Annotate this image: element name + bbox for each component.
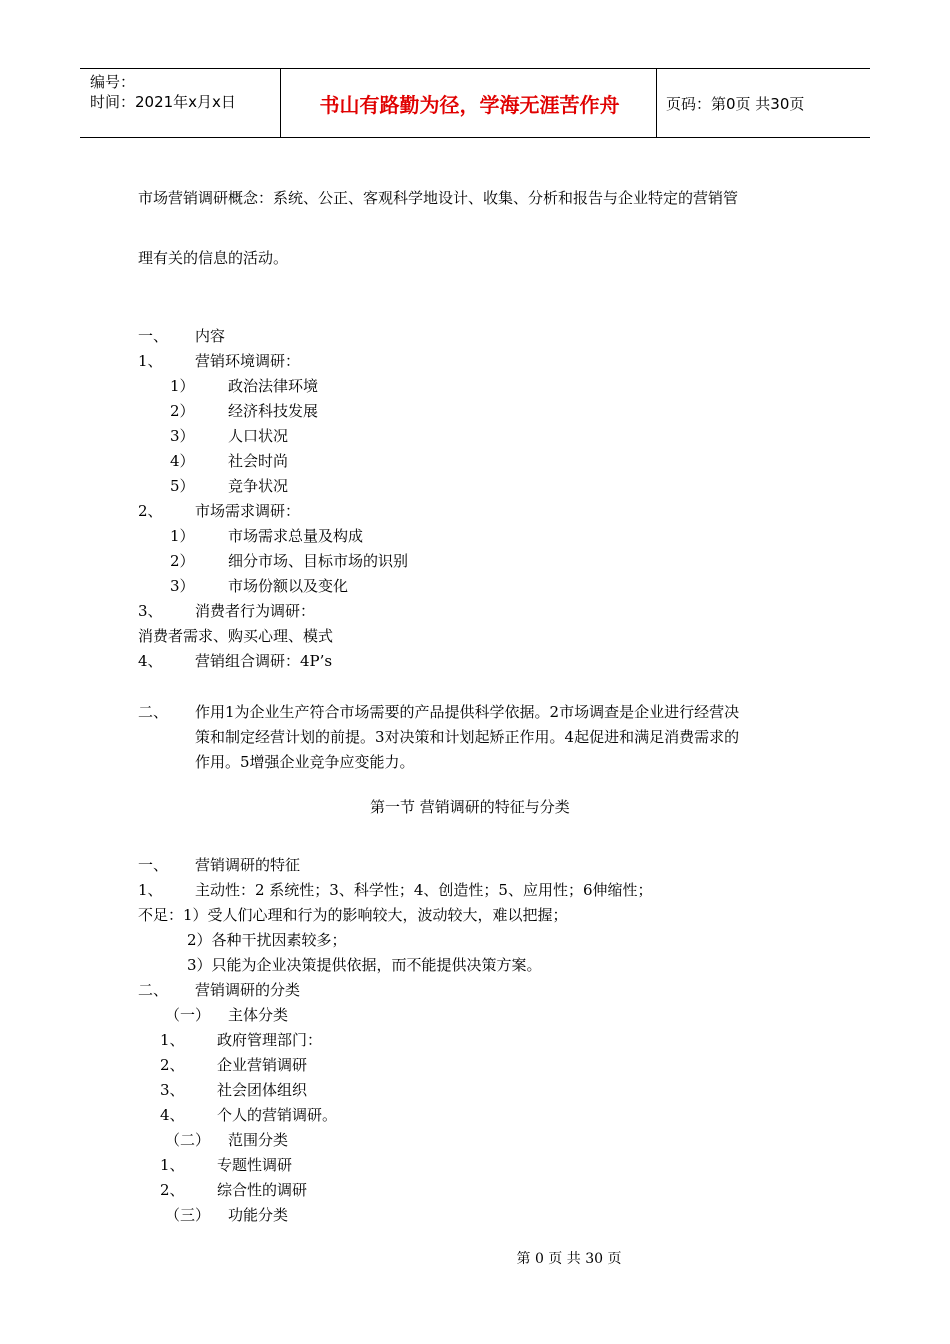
list-item-number: 4、 [138,652,163,670]
sub-item: 经济科技发展 [228,402,319,420]
definition-line: 理有关的信息的活动。 [138,249,289,267]
sub-item: 政治法律环境 [228,377,319,395]
group-item-number: 2、 [160,1056,185,1074]
sub-item-number: 2） [170,552,195,570]
sub-item-number: 1） [170,377,195,395]
footer-page-number: 第 0 页 共 30 页 [516,1251,622,1267]
sub-item-number: 3） [170,427,195,445]
list-item-number: 1、 [138,352,163,370]
group-item: 政府管理部门： [217,1031,323,1049]
group-item: 个人的营销调研。 [217,1106,338,1124]
group-item-number: 3、 [160,1081,185,1099]
header-motto: 书山有路勤为径，学海无涯苦作舟 [319,92,620,117]
group-item-number: 1、 [160,1031,185,1049]
group-item: 企业营销调研 [217,1056,308,1074]
shortcoming-line: 不足：1）受人们心理和行为的影响较大，波动较大，难以把握； [138,906,568,924]
sub-item: 人口状况 [228,427,289,445]
sub-item-number: 3） [170,577,195,595]
page-footer [0,1248,950,1268]
sub-item-number: 2） [170,402,195,420]
group-number: （二） [165,1131,211,1149]
list-item: 营销组合调研：4P’s [195,652,333,670]
list-item-note: 消费者需求、购买心理、模式 [138,627,334,645]
sub-item-number: 5） [170,477,195,495]
list-item: 消费者行为调研： [195,602,316,620]
page-header [80,68,870,138]
sub-item: 竞争状况 [228,477,289,495]
header-meta [90,72,280,112]
document-time-label: 时间：2021年x月x日 [90,93,236,111]
list-item-number: 3、 [138,602,163,620]
group-heading: 范围分类 [228,1131,289,1149]
section-number: 一、 [138,327,169,345]
group-item-number: 2、 [160,1181,185,1199]
shortcoming-line: 2）各种干扰因素较多； [187,931,347,949]
list-item-number: 1、 [138,881,163,899]
sub-item-number: 4） [170,452,195,470]
sub-item: 细分市场、目标市场的识别 [228,552,409,570]
header-page-info: 页码：第0页 共30页 [666,94,805,113]
paragraph-line: 作用。5增强企业竞争应变能力。 [195,753,415,771]
list-item-number: 2、 [138,502,163,520]
paragraph-line: 作用1为企业生产符合市场需要的产品提供科学依据。2市场调查是企业进行经营决 [195,703,740,721]
group-number: （一） [165,1006,211,1024]
group-heading: 功能分类 [228,1206,289,1224]
chapter-title: 第一节 营销调研的特征与分类 [370,798,570,816]
list-item: 主动性：2 系统性；3、科学性；4、创造性；5、应用性；6伸缩性； [195,881,653,899]
shortcoming-line: 3）只能为企业决策提供依据，而不能提供决策方案。 [187,956,542,974]
list-item: 营销环境调研： [195,352,301,370]
group-item: 社会团体组织 [217,1081,308,1099]
group-heading: 主体分类 [228,1006,289,1024]
group-item: 专题性调研 [217,1156,293,1174]
sub-item: 市场份额以及变化 [228,577,349,595]
sub-item: 市场需求总量及构成 [228,527,364,545]
definition-line: 市场营销调研概念：系统、公正、客观科学地设计、收集、分析和报告与企业特定的营销管 [138,189,739,207]
document-number-label: 编号： [90,73,136,91]
section-number: 二、 [138,703,169,721]
group-number: （三） [165,1206,211,1224]
sub-item: 社会时尚 [228,452,289,470]
section-number: 二、 [138,981,169,999]
section-heading: 营销调研的特征 [195,856,301,874]
section-number: 一、 [138,856,169,874]
group-item-number: 1、 [160,1156,185,1174]
group-item-number: 4、 [160,1106,185,1124]
section-heading: 内容 [195,327,226,345]
sub-item-number: 1） [170,527,195,545]
section-heading: 营销调研的分类 [195,981,301,999]
list-item: 市场需求调研： [195,502,301,520]
header-divider [280,69,281,137]
paragraph-line: 策和制定经营计划的前提。3对决策和计划起矫正作用。4起促进和满足消费需求的 [195,728,740,746]
group-item: 综合性的调研 [217,1181,308,1199]
